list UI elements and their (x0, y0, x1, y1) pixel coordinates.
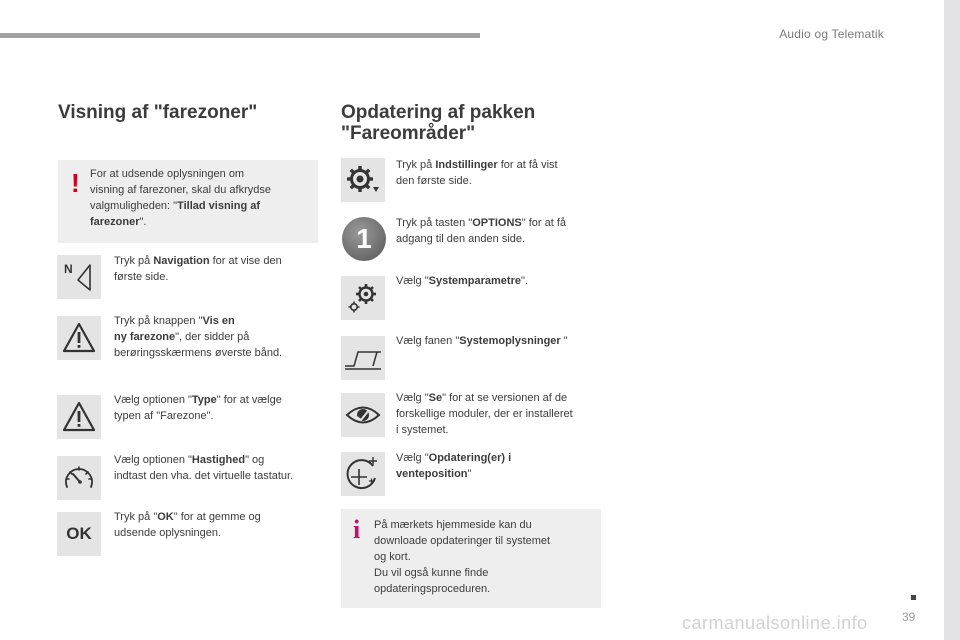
svg-text:N: N (64, 262, 73, 276)
page-edge-strip (944, 0, 960, 640)
ok-icon (57, 512, 101, 556)
info-note: i På mærkets hjemmeside kan du downloade opdateringer til systemet og kort. Du vil også kunne finde opdateringsproceduren. (341, 509, 601, 608)
right-step-1-text: Tryk på Indstillinger for at få vist den første side. (396, 159, 558, 187)
warning-triangle-icon (57, 316, 101, 360)
info-icon: i (353, 515, 361, 544)
left-step-5-text: Tryk på "OK" for at gemme og udsende oplysningen. (114, 511, 261, 539)
watermark: carmanualsonline.info (682, 613, 868, 633)
left-step-3-text: Vælg optionen "Type" for at vælge typen af "Farezone". (114, 394, 282, 422)
warning-note: ! For at udsende oplysningen om visning af farezoner, skal du afkrydse valgmuligheden: "Tillad visning af farezoner". (58, 160, 318, 243)
page-number: 39 (902, 610, 916, 624)
step-number-badge: 1 (342, 217, 386, 261)
left-step-1-text: Tryk på Navigation for at vise den første side. (114, 255, 282, 283)
left-step-2-text: Tryk på knappen "Vis en ny farezone", der sidder på berøringsskærmens øverste bånd. (114, 315, 283, 359)
settings-gear-icon (341, 158, 385, 202)
header-rule (0, 33, 480, 38)
end-marker (911, 595, 916, 600)
tab-icon (341, 336, 385, 380)
update-queue-icon (341, 452, 385, 496)
right-step-4-text: Vælg fanen "Systemoplysninger " (396, 335, 568, 347)
exclamation-icon: ! (71, 168, 80, 198)
right-section-title: Opdatering af pakken "Fareområder" (341, 102, 536, 144)
eye-icon (341, 393, 385, 437)
left-section-title: Visning af "farezoner" (58, 102, 258, 123)
section-title: Audio og Telematik (779, 27, 884, 41)
right-step-6-text: Vælg "Opdatering(er) i venteposition" (396, 452, 512, 480)
speedometer-icon (57, 456, 101, 500)
right-step-5-text: Vælg "Se" for at se versionen af de forskellige moduler, der er installeret i systemet. (396, 392, 573, 436)
warning-triangle-icon (57, 395, 101, 439)
left-step-4-text: Vælg optionen "Hastighed" og indtast den vha. det virtuelle tastatur. (114, 454, 294, 482)
system-gears-icon (341, 276, 385, 320)
navigation-icon (57, 255, 101, 299)
right-step-3-text: Vælg "Systemparametre". (396, 275, 528, 287)
ok-icon-label: OK (66, 524, 92, 543)
right-step-2-text: Tryk på tasten "OPTIONS" for at få adgang til den anden side. (396, 217, 567, 245)
